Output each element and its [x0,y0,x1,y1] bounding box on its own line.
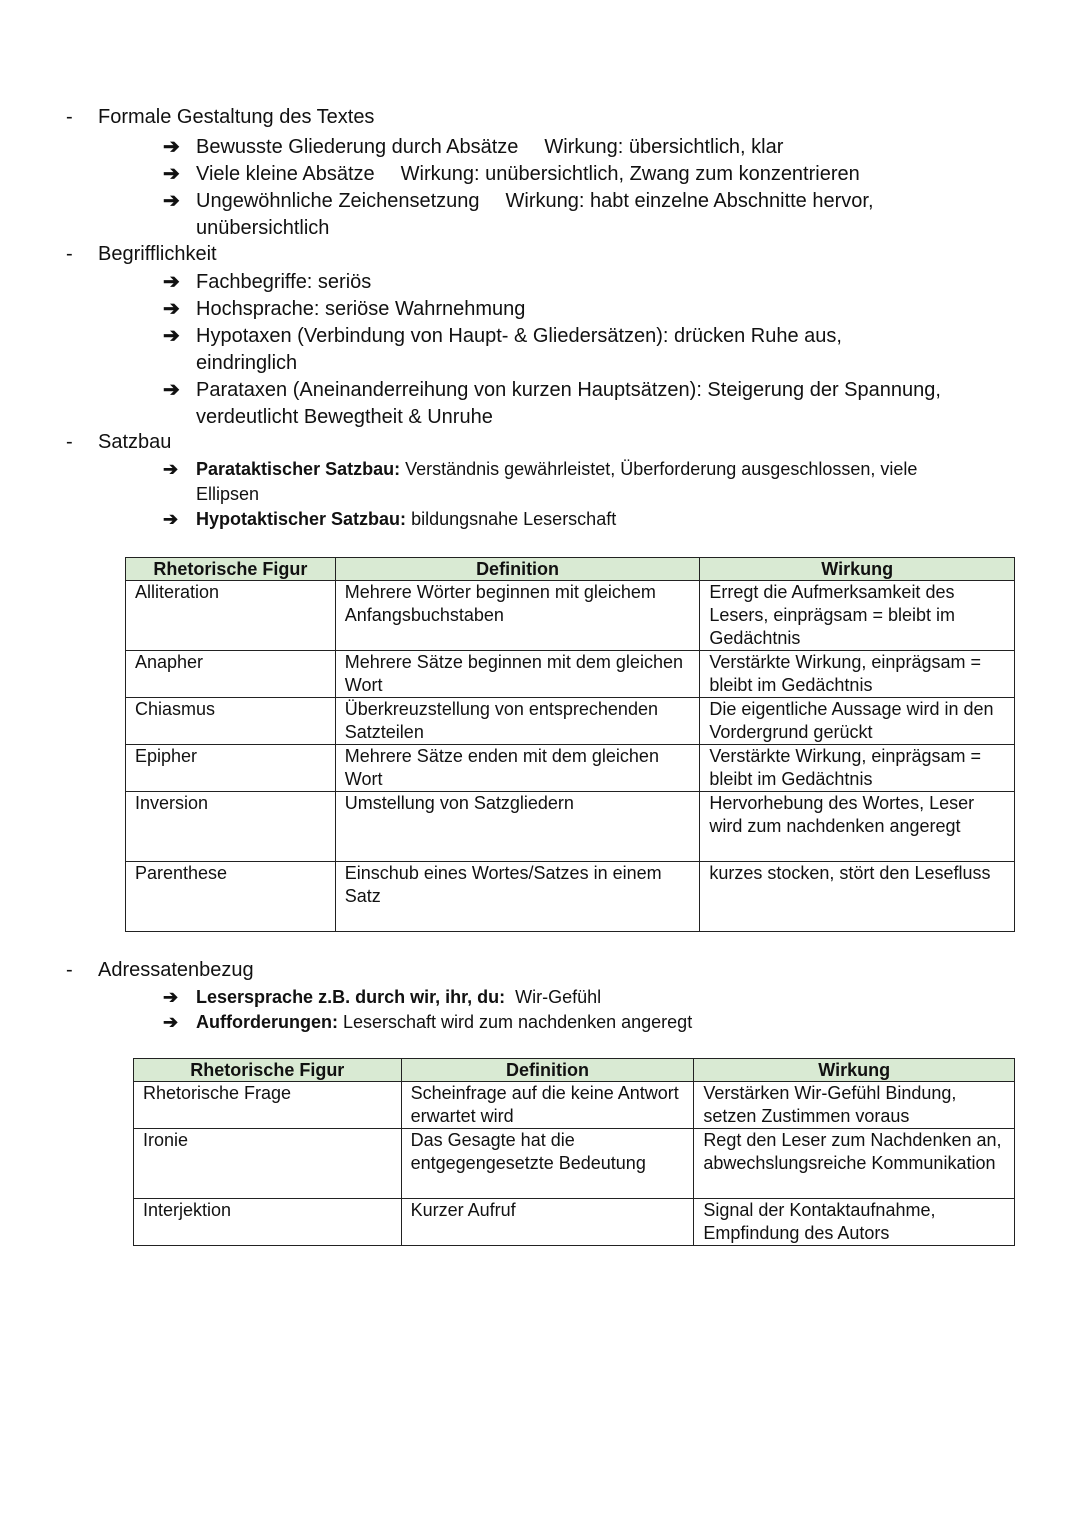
bullet-dash: - [66,243,73,265]
section-heading-begriff [66,243,217,266]
table-row: Inversion Umstellung von Satzgliedern Hervorhebung des Wortes, Leser wird zum nachdenken angeregt [126,792,1015,862]
heading-text: Adressatenbezug [98,959,254,981]
arrow-icon: ➔ [163,136,180,158]
arrow-icon: ➔ [163,459,179,479]
section-heading-formal [66,106,374,129]
header-figur: Rhetorische Figur [126,558,336,581]
begriff-list [163,269,941,431]
section-heading-adressat [66,959,254,982]
table-row: Epipher Mehrere Sätze enden mit dem gleichen Wort Verstärkte Wirkung, einprägsam = bleibt im Gedächtnis [126,745,1015,792]
list-item: ➔ Parataxen (Aneinanderreihung von kurzen Hauptsätzen): Steigerung der Spannung, verdeutlicht Bewegtheit & Unruhe [163,379,941,428]
header-wirkung: Wirkung [700,558,1015,581]
arrow-icon: ➔ [163,325,180,347]
list-item: ➔ Viele kleine Absätze Wirkung: unübersichtlich, Zwang zum konzentrieren [163,161,874,188]
rhetoric-table-1 [125,557,1015,932]
list-item: ➔ Ungewöhnliche Zeichensetzung Wirkung: habt einzelne Abschnitte hervor, unübersichtlich [163,190,874,239]
heading-text: Begrifflichkeit [98,243,217,265]
arrow-icon: ➔ [163,271,180,293]
bullet-dash: - [66,431,73,453]
table-header-row [134,1059,1015,1082]
rhetoric-table-2 [133,1058,1015,1246]
adressat-list [163,985,692,1035]
arrow-icon: ➔ [163,190,180,212]
formal-list [163,134,874,242]
heading-text: Formale Gestaltung des Textes [98,106,375,128]
section-heading-satzbau [66,431,171,454]
header-figur: Rhetorische Figur [134,1059,402,1082]
table-row: Chiasmus Überkreuzstellung von entsprechenden Satzteilen Die eigentliche Aussage wird in den Vordergrund gerückt [126,698,1015,745]
table-row: Alliteration Mehrere Wörter beginnen mit gleichem Anfangsbuchstaben Erregt die Aufmerksamkeit des Lesers, einprägsam = bleibt im Gedächtnis [126,581,1015,651]
list-item: ➔ Lesersprache z.B. durch wir, ihr, du: Wir-Gefühl [163,985,692,1010]
table-row: Interjektion Kurzer Aufruf Signal der Kontaktaufnahme, Empfindung des Autors [134,1199,1015,1246]
table-header-row [126,558,1015,581]
list-item: ➔ Bewusste Gliederung durch Absätze Wirkung: übersichtlich, klar [163,134,874,161]
header-definition: Definition [401,1059,694,1082]
arrow-icon: ➔ [163,987,179,1007]
table-row: Parenthese Einschub eines Wortes/Satzes in einem Satz kurzes stocken, stört den Lesefluss [126,862,1015,932]
list-item: ➔ Hypotaktischer Satzbau: bildungsnahe Leserschaft [163,507,917,532]
list-item: ➔ Hypotaxen (Verbindung von Haupt- & Gliedersätzen): drücken Ruhe aus, eindringlich [163,325,842,374]
arrow-icon: ➔ [163,1012,179,1032]
list-item: ➔ Aufforderungen: Leserschaft wird zum nachdenken angeregt [163,1010,692,1035]
table-row: Rhetorische Frage Scheinfrage auf die keine Antwort erwartet wird Verstärken Wir-Gefühl Bindung, setzen Zustimmen voraus [134,1082,1015,1129]
list-item: ➔ Parataktischer Satzbau: Verständnis gewährleistet, Überforderung ausgeschlossen, viele Ellipsen [163,459,918,504]
arrow-icon: ➔ [163,509,179,529]
bullet-dash: - [66,106,73,128]
arrow-icon: ➔ [163,298,180,320]
table-row: Ironie Das Gesagte hat die entgegengesetzte Bedeutung Regt den Leser zum Nachdenken an, abwechslungsreiche Kommunikation [134,1129,1015,1199]
header-wirkung: Wirkung [694,1059,1015,1082]
header-definition: Definition [335,558,700,581]
table-row: Anapher Mehrere Sätze beginnen mit dem gleichen Wort Verstärkte Wirkung, einprägsam = bleibt im Gedächtnis [126,651,1015,698]
satzbau-list [163,457,917,532]
bullet-dash: - [66,959,73,981]
heading-text: Satzbau [98,431,172,453]
list-item: ➔ Fachbegriffe: seriös [163,269,941,296]
arrow-icon: ➔ [163,379,180,401]
arrow-icon: ➔ [163,163,180,185]
list-item: ➔ Hochsprache: seriöse Wahrnehmung [163,296,941,323]
